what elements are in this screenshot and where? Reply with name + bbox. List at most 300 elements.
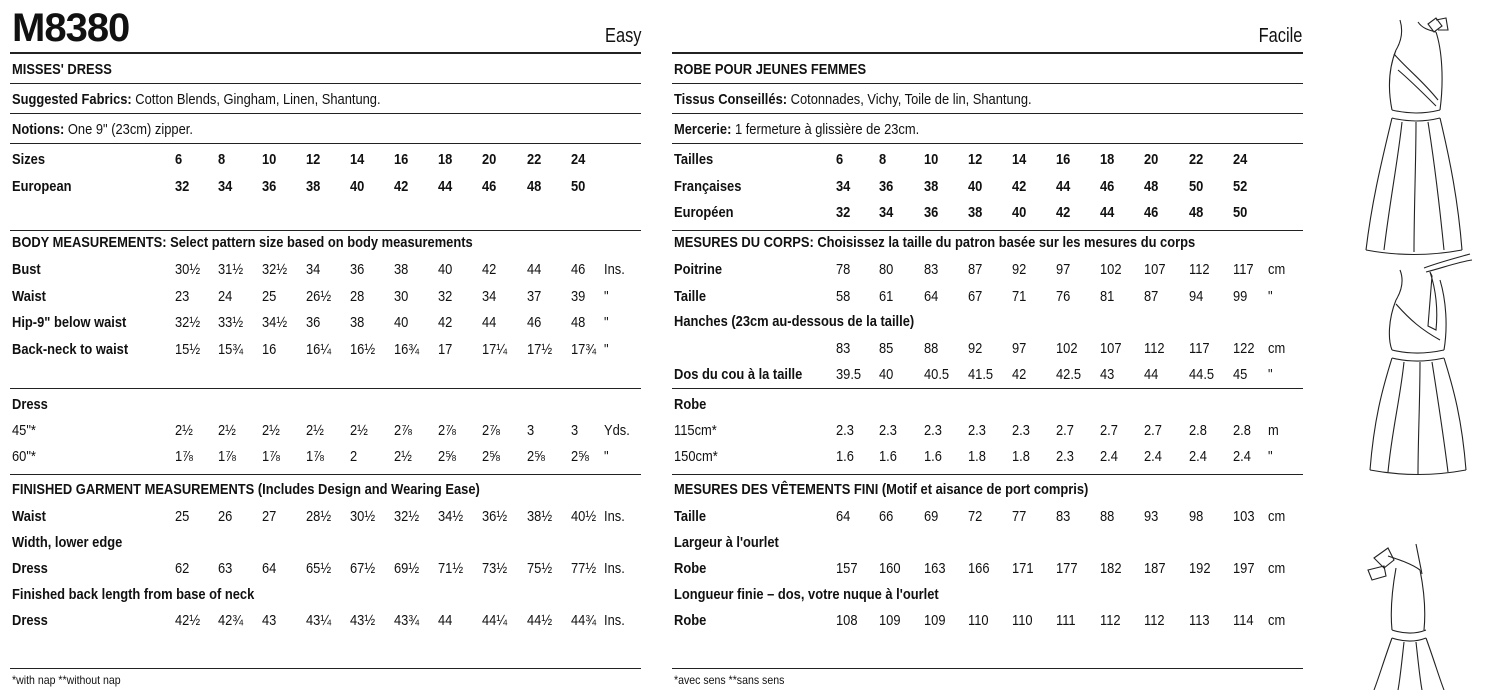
back-row-value: 41.5	[968, 366, 994, 383]
size-row-value: 38	[306, 178, 321, 195]
body-row-value: 40	[394, 314, 409, 331]
size-row-value: 50	[1233, 204, 1248, 221]
body-row-value: 38	[394, 261, 409, 278]
finished-measurements-heading-fr: MESURES DES VÊTEMENTS FINI (Motif et aisance de port compris)	[674, 481, 1089, 498]
finished-waist-row-value: 93	[1144, 508, 1159, 525]
notions-en	[12, 122, 193, 137]
yardage-row-value: 2⅞	[438, 422, 456, 439]
divider	[10, 230, 641, 231]
hip-row-value: 83	[836, 340, 851, 357]
body-row-value: 17¾	[571, 340, 597, 358]
divider	[672, 668, 1303, 669]
size-row-value: 48	[1144, 177, 1159, 195]
body-row-value: 78	[836, 261, 851, 278]
body-row-value: 33½	[218, 314, 244, 331]
finished-waist-row-unit: cm	[1268, 508, 1286, 525]
hip-row-value: 102	[1056, 340, 1078, 357]
body-row-value: 16¼	[306, 340, 332, 358]
finished-waist-row-value: 88	[1100, 508, 1115, 525]
size-row-label: Sizes	[12, 151, 45, 168]
yardage-row-value: 2⅝	[527, 448, 545, 465]
divider	[672, 474, 1303, 475]
size-row-value: 16	[1056, 151, 1071, 168]
body-row-value: 25	[262, 287, 277, 305]
size-row-value: 40	[350, 178, 365, 195]
size-row-value: 44	[1100, 204, 1115, 221]
finished-waist-row-value: 72	[968, 508, 983, 525]
body-row-value: 34½	[262, 314, 288, 331]
yardage-row-label: 150cm*	[674, 448, 718, 465]
yardage-heading-en: Dress	[12, 396, 48, 413]
finished-waist-row-value: 26	[218, 508, 233, 525]
body-row-unit: Ins.	[604, 261, 625, 278]
back-row-label: Dos du cou à la taille	[674, 366, 803, 383]
size-row-value: 50	[571, 178, 586, 195]
back-row-value: 40.5	[924, 366, 950, 383]
finished-width-row-value: 73½	[482, 560, 508, 577]
divider	[10, 143, 641, 144]
notions-value: 1 fermeture à glissière de 23cm.	[731, 121, 920, 138]
body-row-value: 32½	[175, 314, 201, 331]
body-row-value: 87	[968, 261, 983, 278]
hip-row-value: 122	[1233, 340, 1255, 357]
finished-waist-row-value: 30½	[350, 508, 376, 525]
size-row-value: 22	[527, 151, 542, 168]
back-row-value: 44.5	[1189, 366, 1215, 383]
finished-width-row-value: 192	[1189, 560, 1211, 577]
divider	[10, 388, 641, 389]
yardage-row-value: 2.3	[836, 422, 854, 439]
size-row-value: 40	[968, 177, 983, 195]
finished-length-row-value: 44¾	[571, 612, 597, 629]
body-row-value: 44	[482, 314, 497, 331]
size-row-value: 36	[924, 204, 939, 221]
size-row-label: Tailles	[674, 151, 714, 168]
finished-waist-row-value: 103	[1233, 508, 1255, 525]
suggested-fabrics-en	[12, 92, 381, 107]
hip-heading-fr: Hanches (23cm au-dessous de la taille)	[674, 313, 915, 330]
size-row-label: European	[12, 178, 72, 195]
finished-width-row-value: 197	[1233, 560, 1255, 577]
yardage-row-value: 2⅞	[394, 422, 412, 439]
size-row-value: 40	[1012, 204, 1027, 221]
body-row-value: 81	[1100, 287, 1115, 305]
divider	[672, 83, 1303, 84]
body-row-value: 92	[1012, 261, 1027, 278]
body-row-value: 37	[527, 287, 542, 305]
body-row-value: 76	[1056, 287, 1071, 305]
footnote-fr: *avec sens **sans sens	[674, 673, 785, 687]
size-row-value: 14	[350, 151, 365, 168]
suggested-fabrics-fr	[674, 92, 1032, 107]
finished-waist-row-value: 25	[175, 508, 190, 525]
finished-waist-row-value: 28½	[306, 508, 332, 525]
yardage-row-value: 1⅞	[306, 448, 324, 465]
finished-length-row-unit: cm	[1268, 612, 1286, 629]
yardage-row-value: 2	[350, 448, 358, 465]
finished-width-row-value: 171	[1012, 560, 1034, 577]
finished-length-row-value: 44¼	[482, 612, 508, 629]
finished-width-row-label: Robe	[674, 560, 707, 577]
body-row-value: 24	[218, 287, 233, 305]
back-row-value: 39.5	[836, 366, 862, 383]
yardage-row-value: 1⅞	[218, 448, 236, 465]
difficulty-level-en: Easy	[604, 25, 641, 47]
size-row-value: 20	[1144, 151, 1159, 168]
body-row-value: 17	[438, 340, 453, 358]
body-row-value: 15½	[175, 340, 201, 358]
body-row-value: 107	[1144, 261, 1166, 278]
size-row-label: Françaises	[674, 177, 742, 195]
finished-length-row-value: 42½	[175, 612, 201, 629]
body-row-label: Hip-9" below waist	[12, 314, 127, 331]
pattern-title-en: MISSES' DRESS	[12, 61, 112, 78]
finished-width-row-value: 182	[1100, 560, 1122, 577]
hip-row-value: 85	[879, 340, 894, 357]
finished-waist-row-value: 32½	[394, 508, 420, 525]
size-row-value: 50	[1189, 177, 1204, 195]
finished-waist-row-value: 27	[262, 508, 277, 525]
width-heading-en: Width, lower edge	[12, 534, 123, 551]
back-row-value: 43	[1100, 366, 1115, 383]
fabrics-label: Suggested Fabrics:	[12, 91, 132, 108]
finished-width-row-label: Dress	[12, 560, 48, 577]
yardage-row-value: 2.3	[1012, 422, 1030, 439]
yardage-row-value: 2½	[350, 422, 368, 439]
body-row-label: Back-neck to waist	[12, 340, 129, 358]
size-row-value: 8	[879, 151, 887, 168]
yardage-row-value: 2.3	[879, 422, 897, 439]
yardage-row-value: 1.6	[924, 448, 942, 465]
yardage-row-value: 2.3	[924, 422, 942, 439]
body-row-value: 42	[438, 314, 453, 331]
yardage-row-unit: "	[1268, 448, 1273, 465]
size-row-value: 20	[482, 151, 497, 168]
body-row-value: 28	[350, 287, 365, 305]
body-row-value: 36	[306, 314, 321, 331]
size-row-value: 42	[1012, 177, 1027, 195]
body-row-unit: "	[604, 314, 609, 331]
size-row-value: 24	[1233, 151, 1248, 168]
pattern-title-fr: ROBE POUR JEUNES FEMMES	[674, 61, 867, 78]
body-row-value: 64	[924, 287, 939, 305]
fabrics-value: Cotton Blends, Gingham, Linen, Shantung.	[131, 91, 381, 108]
finished-width-row-unit: cm	[1268, 560, 1286, 577]
length-heading-fr: Longueur finie – dos, votre nuque à l'ourlet	[674, 586, 939, 603]
length-heading-en: Finished back length from base of neck	[12, 586, 255, 603]
finished-waist-row-value: 83	[1056, 508, 1071, 525]
body-row-value: 39	[571, 287, 586, 305]
hip-row-value: 88	[924, 340, 939, 357]
size-row-value: 44	[1056, 177, 1071, 195]
finished-waist-row-value: 69	[924, 508, 939, 525]
body-row-label: Poitrine	[674, 261, 723, 278]
finished-length-row-value: 113	[1189, 612, 1210, 629]
finished-width-row-value: 75½	[527, 560, 553, 577]
body-row-value: 16	[262, 340, 277, 358]
yardage-row-value: 2½	[262, 422, 280, 439]
finished-width-row-value: 63	[218, 560, 233, 577]
size-row-value: 12	[968, 151, 983, 168]
finished-width-row-value: 65½	[306, 560, 332, 577]
finished-waist-row-value: 40½	[571, 508, 597, 525]
yardage-row-value: 3	[571, 422, 579, 439]
body-row-value: 32½	[262, 261, 288, 278]
finished-waist-row-value: 98	[1189, 508, 1204, 525]
finished-waist-row-label: Taille	[674, 508, 707, 525]
size-row-value: 46	[1144, 204, 1159, 221]
size-row-value: 18	[438, 151, 453, 168]
finished-length-row-value: 114	[1233, 612, 1254, 629]
body-row-value: 34	[306, 261, 321, 278]
yardage-row-unit: m	[1268, 422, 1279, 439]
yardage-row-value: 2.7	[1100, 422, 1118, 439]
size-row-value: 42	[1056, 204, 1071, 221]
finished-length-row-value: 111	[1056, 612, 1076, 629]
notions-value: One 9" (23cm) zipper.	[64, 121, 193, 138]
yardage-row-value: 2.4	[1189, 448, 1207, 465]
size-row-value: 52	[1233, 177, 1248, 195]
yardage-row-value: 2.3	[968, 422, 986, 439]
notions-fr	[674, 122, 919, 137]
finished-length-row-value: 43¼	[306, 612, 332, 629]
body-row-value: 38	[350, 314, 365, 331]
size-row-value: 38	[924, 177, 939, 195]
finished-width-row-value: 157	[836, 560, 858, 577]
yardage-row-value: 2.4	[1144, 448, 1162, 465]
body-row-value: 46	[527, 314, 542, 331]
finished-width-row-value: 163	[924, 560, 946, 577]
finished-width-row-value: 62	[175, 560, 190, 577]
size-row-value: 34	[879, 204, 894, 221]
body-row-value: 87	[1144, 287, 1159, 305]
size-row-value: 32	[836, 204, 851, 221]
hip-row-value: 97	[1012, 340, 1027, 357]
body-row-value: 44	[527, 261, 542, 278]
body-row-value: 36	[350, 261, 365, 278]
divider	[672, 388, 1303, 389]
finished-length-row-value: 109	[879, 612, 901, 629]
body-row-value: 117	[1233, 261, 1254, 278]
body-measurements-heading-fr: MESURES DU CORPS: Choisissez la taille du patron basée sur les mesures du corps	[674, 234, 1196, 251]
dress-sketch-bow	[1360, 530, 1470, 690]
body-row-value: 30½	[175, 261, 201, 278]
width-heading-fr: Largeur à l'ourlet	[674, 534, 779, 551]
finished-measurements-heading-en: FINISHED GARMENT MEASUREMENTS (Includes Design and Wearing Ease)	[12, 481, 480, 498]
finished-length-row-value: 110	[1012, 612, 1033, 629]
finished-length-row-unit: Ins.	[604, 612, 625, 629]
size-row-value: 46	[482, 178, 497, 195]
finished-length-row-label: Dress	[12, 612, 48, 629]
yardage-row-label: 115cm*	[674, 422, 717, 439]
yardage-row-value: 2⅝	[571, 448, 589, 465]
finished-length-row-value: 108	[836, 612, 858, 629]
body-row-value: 97	[1056, 261, 1071, 278]
body-row-value: 94	[1189, 287, 1204, 305]
yardage-row-value: 1.6	[879, 448, 897, 465]
body-row-value: 67	[968, 287, 983, 305]
size-row-value: 12	[306, 151, 321, 168]
yardage-row-value: 2½	[175, 422, 193, 439]
size-row-value: 36	[879, 177, 894, 195]
body-row-unit: "	[604, 287, 609, 305]
body-row-value: 80	[879, 261, 894, 278]
size-row-value: 18	[1100, 151, 1115, 168]
finished-length-row-value: 43½	[350, 612, 376, 629]
finished-waist-row-unit: Ins.	[604, 508, 625, 525]
body-row-value: 17½	[527, 340, 553, 358]
size-row-value: 22	[1189, 151, 1204, 168]
divider	[10, 474, 641, 475]
yardage-row-value: 2½	[394, 448, 412, 465]
back-row-unit: "	[1268, 366, 1273, 383]
dress-sketch-sash	[1360, 250, 1480, 480]
back-row-value: 40	[879, 366, 894, 383]
size-row-value: 36	[262, 178, 277, 195]
divider	[672, 113, 1303, 114]
yardage-row-value: 2.4	[1100, 448, 1118, 465]
divider	[10, 52, 641, 54]
hip-row-value: 92	[968, 340, 983, 357]
body-row-value: 23	[175, 287, 190, 305]
body-row-value: 26½	[306, 287, 332, 305]
body-row-unit: "	[604, 340, 609, 358]
size-row-value: 34	[836, 177, 851, 195]
yardage-heading-fr: Robe	[674, 396, 707, 413]
hip-row-unit: cm	[1268, 340, 1286, 357]
yardage-row-value: 2.7	[1144, 422, 1162, 439]
finished-length-row-value: 112	[1100, 612, 1121, 629]
pattern-number: M8380	[12, 6, 130, 50]
size-row-value: 48	[1189, 204, 1204, 221]
fabrics-label: Tissus Conseillés:	[674, 91, 788, 108]
size-row-value: 8	[218, 151, 226, 168]
finished-width-row-value: 67½	[350, 560, 376, 577]
size-row-value: 46	[1100, 177, 1115, 195]
body-row-value: 112	[1189, 261, 1210, 278]
divider	[10, 113, 641, 114]
finished-waist-row-value: 36½	[482, 508, 508, 525]
body-row-value: 83	[924, 261, 939, 278]
notions-label: Notions:	[12, 121, 65, 138]
finished-length-row-label: Robe	[674, 612, 707, 629]
body-row-value: 46	[571, 261, 586, 278]
dress-sketch-front	[1358, 10, 1468, 260]
divider	[672, 143, 1303, 144]
hip-row-value: 112	[1144, 340, 1165, 357]
body-row-unit: cm	[1268, 261, 1286, 278]
finished-length-row-value: 44	[438, 612, 453, 629]
back-row-value: 45	[1233, 366, 1248, 383]
yardage-row-value: 1.8	[968, 448, 986, 465]
notions-label: Mercerie:	[674, 121, 732, 138]
size-row-value: 38	[968, 204, 983, 221]
yardage-row-value: 2.8	[1189, 422, 1207, 439]
yardage-row-value: 1.6	[836, 448, 854, 465]
body-row-value: 61	[879, 287, 894, 305]
body-row-value: 16¾	[394, 340, 420, 358]
size-row-value: 44	[438, 178, 453, 195]
finished-waist-row-label: Waist	[12, 508, 46, 525]
yardage-row-value: 1⅞	[175, 448, 193, 465]
back-row-value: 42.5	[1056, 366, 1082, 383]
yardage-row-value: 2⅝	[482, 448, 500, 465]
body-row-value: 31½	[218, 261, 244, 278]
yardage-row-value: 2½	[306, 422, 324, 439]
body-row-value: 102	[1100, 261, 1122, 278]
finished-width-row-value: 64	[262, 560, 277, 577]
yardage-row-value: 2.4	[1233, 448, 1251, 465]
finished-width-row-unit: Ins.	[604, 560, 625, 577]
size-row-value: 32	[175, 178, 190, 195]
body-row-value: 15¾	[218, 340, 244, 358]
finished-length-row-value: 112	[1144, 612, 1165, 629]
size-row-value: 10	[924, 151, 939, 168]
size-row-value: 14	[1012, 151, 1027, 168]
finished-waist-row-value: 66	[879, 508, 894, 525]
yardage-row-label: 60"*	[12, 448, 36, 465]
finished-waist-row-value: 34½	[438, 508, 464, 525]
yardage-row-value: 3	[527, 422, 535, 439]
hip-row-value: 117	[1189, 340, 1210, 357]
finished-width-row-value: 187	[1144, 560, 1166, 577]
body-row-value: 99	[1233, 287, 1248, 305]
yardage-row-value: 2.3	[1056, 448, 1074, 465]
size-row-value: 34	[218, 178, 233, 195]
body-measurements-heading-en: BODY MEASUREMENTS: Select pattern size based on body measurements	[12, 234, 473, 251]
yardage-row-unit: "	[604, 448, 609, 465]
size-row-value: 6	[175, 151, 183, 168]
finished-length-row-value: 109	[924, 612, 946, 629]
body-row-value: 30	[394, 287, 409, 305]
yardage-row-value: 2.7	[1056, 422, 1074, 439]
body-row-value: 34	[482, 287, 497, 305]
divider	[672, 52, 1303, 54]
size-row-value: 6	[836, 151, 844, 168]
finished-length-row-value: 43¾	[394, 612, 420, 629]
body-row-value: 40	[438, 261, 453, 278]
footnote-en: *with nap **without nap	[12, 673, 121, 687]
finished-waist-row-value: 64	[836, 508, 851, 525]
yardage-row-value: 1⅞	[262, 448, 280, 465]
finished-width-row-value: 77½	[571, 560, 597, 577]
finished-width-row-value: 177	[1056, 560, 1078, 577]
back-row-value: 44	[1144, 366, 1159, 383]
body-row-value: 71	[1012, 287, 1027, 305]
divider	[10, 83, 641, 84]
hip-row-value: 107	[1100, 340, 1122, 357]
size-row-value: 16	[394, 151, 409, 168]
finished-width-row-value: 71½	[438, 560, 464, 577]
finished-width-row-value: 69½	[394, 560, 420, 577]
body-row-value: 32	[438, 287, 453, 305]
size-row-label: Européen	[674, 204, 734, 221]
yardage-row-value: 2⅞	[482, 422, 500, 439]
divider	[672, 230, 1303, 231]
body-row-label: Waist	[12, 287, 46, 305]
difficulty-level-fr: Facile	[1258, 25, 1302, 47]
body-row-value: 17¼	[482, 340, 508, 358]
yardage-row-value: 2½	[218, 422, 236, 439]
size-row-value: 42	[394, 178, 409, 195]
body-row-label: Taille	[674, 287, 707, 305]
finished-length-row-value: 44½	[527, 612, 553, 629]
body-row-unit: "	[1268, 287, 1273, 305]
finished-length-row-value: 42¾	[218, 612, 244, 629]
yardage-row-value: 2.8	[1233, 422, 1251, 439]
size-row-value: 24	[571, 151, 586, 168]
finished-length-row-value: 43	[262, 612, 277, 629]
